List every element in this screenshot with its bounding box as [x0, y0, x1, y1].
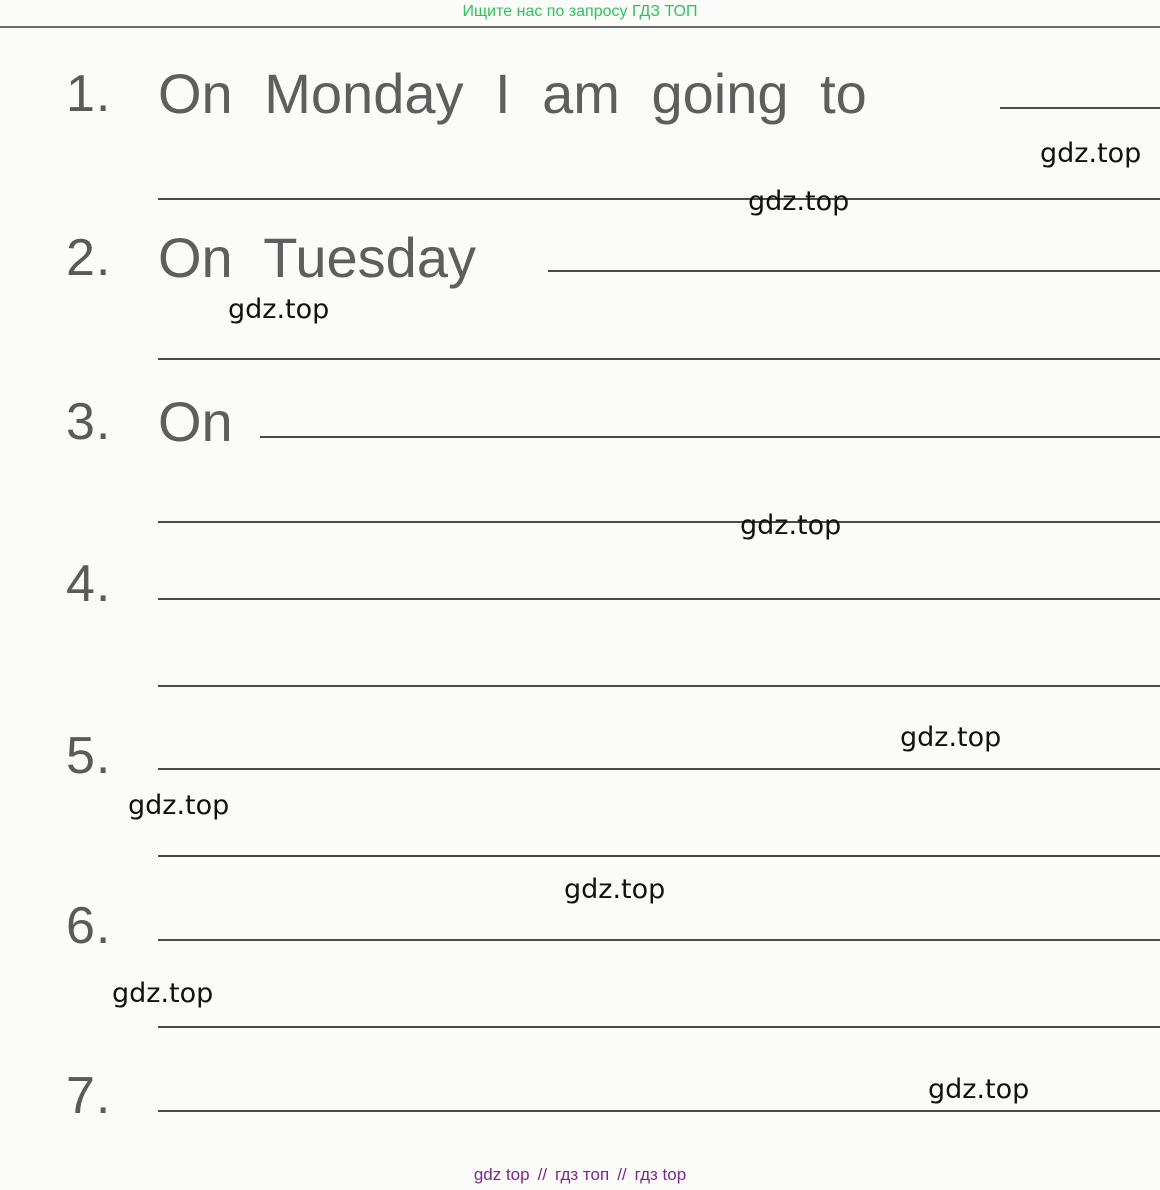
item-prompt-1: On Monday I am going to	[158, 62, 867, 125]
watermark: gdz.top	[128, 790, 230, 821]
watermark: gdz.top	[900, 722, 1002, 753]
item-prompt-2: On Tuesday	[158, 226, 476, 289]
item-number-5: 5.	[66, 727, 112, 785]
item-number-2: 2.	[66, 229, 112, 287]
answer-line-3a[interactable]	[260, 436, 1160, 438]
answer-line-2b[interactable]	[158, 358, 1160, 360]
item-number-1: 1.	[66, 65, 112, 123]
watermark: gdz.top	[564, 874, 666, 905]
answer-line-1a[interactable]	[1000, 107, 1160, 109]
item-number-7: 7.	[66, 1067, 112, 1125]
answer-line-4a[interactable]	[158, 598, 1160, 600]
watermark: gdz.top	[228, 294, 330, 325]
watermark: gdz.top	[928, 1074, 1030, 1105]
answer-line-2a[interactable]	[548, 270, 1160, 272]
answer-line-3b[interactable]	[158, 521, 1160, 523]
answer-line-5b[interactable]	[158, 855, 1160, 857]
answer-line-7a[interactable]	[158, 1110, 1160, 1112]
bottom-banner[interactable]	[0, 1162, 1160, 1188]
watermark: gdz.top	[748, 186, 850, 217]
item-number-4: 4.	[66, 555, 112, 613]
item-prompt-3: On	[158, 390, 233, 453]
bottom-banner-separator: //	[537, 1165, 548, 1184]
answer-line-6a[interactable]	[158, 939, 1160, 941]
bottom-banner-link-2[interactable]: гдз топ	[555, 1165, 610, 1184]
answer-line-4b[interactable]	[158, 685, 1160, 687]
watermark: gdz.top	[740, 510, 842, 541]
item-number-6: 6.	[66, 897, 112, 955]
watermark: gdz.top	[112, 978, 214, 1009]
answer-line-1b[interactable]	[158, 198, 1160, 200]
bottom-banner-link-3[interactable]: гдз top	[634, 1165, 687, 1184]
item-number-3: 3.	[66, 393, 112, 451]
answer-line-6b[interactable]	[158, 1026, 1160, 1028]
top-banner[interactable]: Ищите нас по запросу ГДЗ ТОП	[462, 3, 698, 20]
header-divider	[0, 26, 1160, 28]
answer-line-5a[interactable]	[158, 768, 1160, 770]
bottom-banner-link-1[interactable]: gdz top	[473, 1165, 530, 1184]
bottom-banner-separator: //	[617, 1165, 627, 1184]
watermark: gdz.top	[1040, 138, 1142, 169]
